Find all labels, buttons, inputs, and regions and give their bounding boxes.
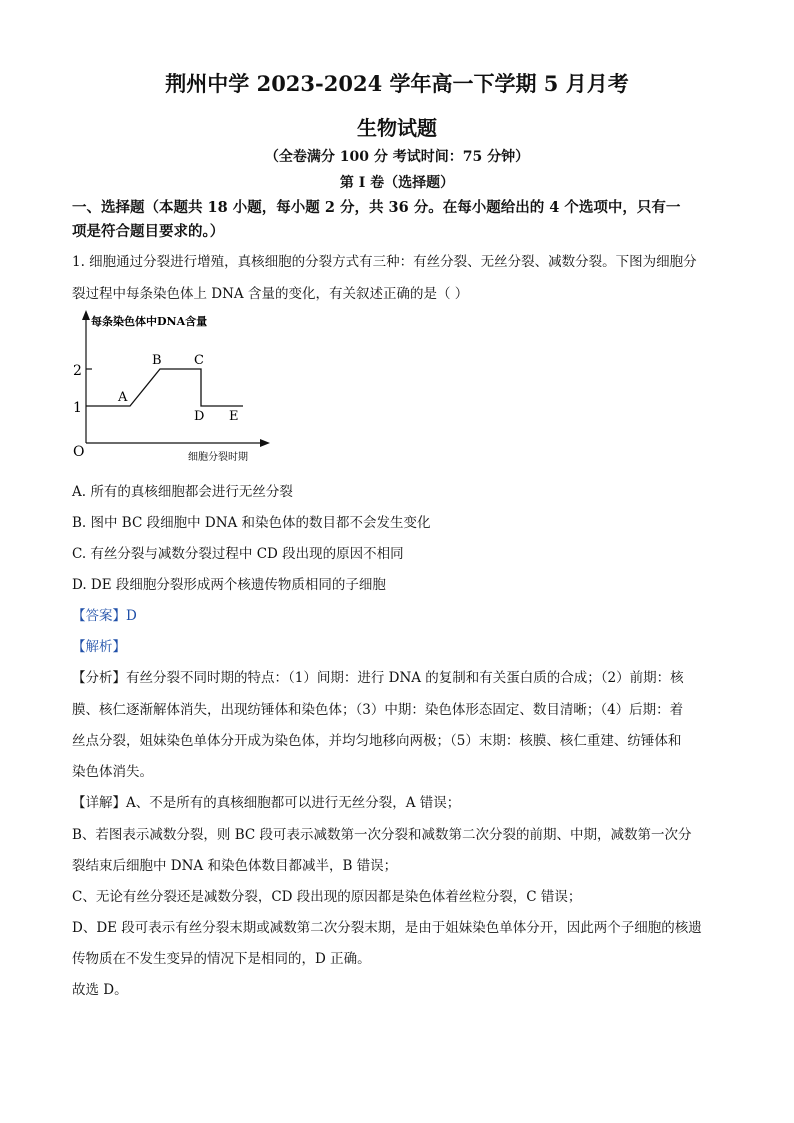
section-heading-line2: 项是符合题目要求的。） <box>72 223 225 240</box>
x-axis-label: 细胞分裂时期 <box>188 452 248 463</box>
subject-title: 生物试题 <box>357 116 437 140</box>
point-label-b: B <box>152 353 162 368</box>
option-a: A. 所有的真核细胞都会进行无丝分裂 <box>72 484 293 500</box>
analysis-line: 染色体消失。 <box>72 764 153 780</box>
y-axis-arrow <box>82 310 90 320</box>
dna-series-line <box>86 369 243 406</box>
detail-line: 传物质在不发生变异的情况下是相同的，D 正确。 <box>72 951 371 967</box>
detail-line: 【详解】A、不是所有的真核细胞都可以进行无丝分裂，A 错误； <box>72 795 461 811</box>
detail-line: C、无论有丝分裂还是减数分裂，CD 段出现的原因都是染色体着丝粒分裂，C 错误； <box>72 889 582 905</box>
y-tick-label-1: 1 <box>73 400 82 416</box>
analysis-label: 【解析】 <box>72 639 126 655</box>
point-label-c: C <box>194 353 204 368</box>
analysis-line: 【分析】有丝分裂不同时期的特点：（1）间期：进行 DNA 的复制和有关蛋白质的合成；（2）前期：核 <box>72 670 684 686</box>
analysis-line: 丝点分裂，姐妹染色单体分开成为染色体，并均匀地移向两极；（5）末期：核膜、核仁重建、纺锤体和 <box>72 733 682 749</box>
detail-line: 故选 D。 <box>72 982 128 998</box>
option-c: C. 有丝分裂与减数分裂过程中 CD 段出现的原因不相同 <box>72 546 404 562</box>
answer-label: 【答案】D <box>72 608 137 624</box>
exam-title: 荆州中学 2023-2024 学年高一下学期 5 月月考 <box>165 71 629 96</box>
point-label-d: D <box>194 409 205 424</box>
point-label-e: E <box>229 409 239 424</box>
y-tick-label-2: 2 <box>73 363 82 379</box>
section-heading-line1: 一、选择题（本题共 18 小题，每小题 2 分，共 36 分。在每小题给出的 4 个选项中，只有一 <box>72 199 681 216</box>
exam-meta: （全卷满分 100 分 考试时间：75 分钟） <box>264 149 530 165</box>
option-b: B. 图中 BC 段细胞中 DNA 和染色体的数目都不会发生变化 <box>72 515 431 531</box>
option-d: D. DE 段细胞分裂形成两个核遗传物质相同的子细胞 <box>72 577 386 593</box>
detail-line: D、DE 段可表示有丝分裂末期或减数第二次分裂末期，是由于姐妹染色单体分开，因此两个子细胞的核遗 <box>72 920 702 936</box>
dna-content-chart <box>68 308 278 466</box>
y-axis-label: 每条染色体中DNA含量 <box>91 315 208 328</box>
detail-line: 裂结束后细胞中 DNA 和染色体数目都减半，B 错误； <box>72 858 398 874</box>
detail-line: B、若图表示减数分裂，则 BC 段可表示减数第一次分裂和减数第二次分裂的前期、中期，减数第一次分 <box>72 827 692 843</box>
question-stem-line1: 1. 细胞通过分裂进行增殖，真核细胞的分裂方式有三种：有丝分裂、无丝分裂、减数分裂。下图为细胞分 <box>72 254 697 270</box>
x-axis-arrow <box>260 439 270 447</box>
volume-title: 第 I 卷（选择题） <box>339 175 455 191</box>
question-stem-line2: 裂过程中每条染色体上 DNA 含量的变化，有关叙述正确的是（ ） <box>72 286 469 302</box>
point-label-a: A <box>118 390 128 405</box>
analysis-line: 膜、核仁逐渐解体消失，出现纺锤体和染色体；（3）中期：染色体形态固定、数目清晰；（4）后期：着 <box>72 702 684 718</box>
origin-label: O <box>73 444 85 460</box>
chart-svg <box>68 308 278 466</box>
